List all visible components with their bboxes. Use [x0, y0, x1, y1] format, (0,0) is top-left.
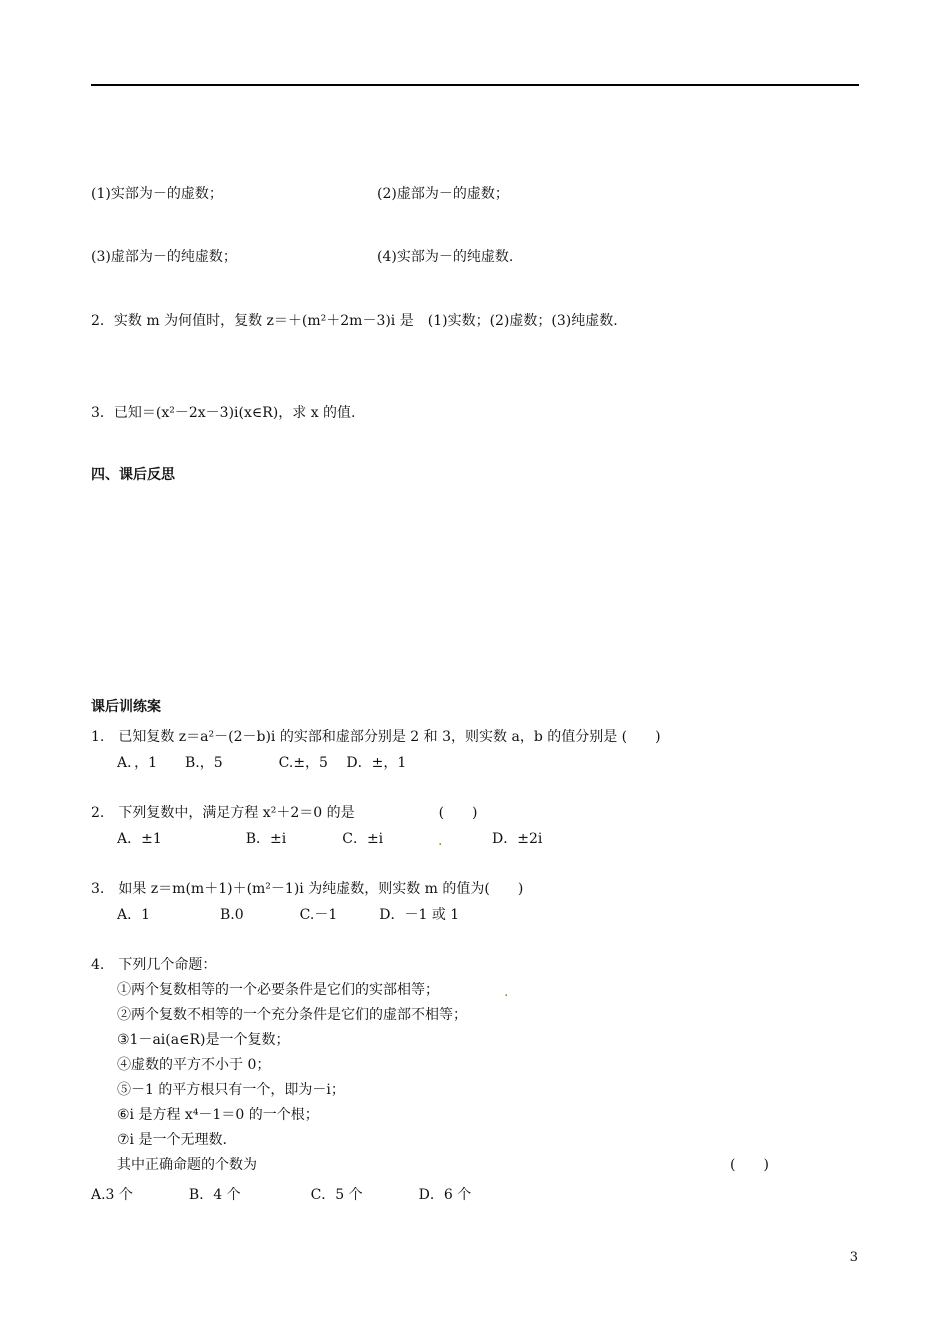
answer-paren: ( ) — [730, 1157, 769, 1173]
proposition-1: ①两个复数相等的一个必要条件是它们的实部相等； — [117, 982, 439, 998]
problem-3-options: A．1 B.0 C.－1 D．－1 或 1 — [117, 907, 460, 923]
proposition-4: ④虚数的平方不小于 0； — [117, 1057, 271, 1073]
problem-1-options: A．，1 B.，5 C.±，5 D．±，1 — [117, 755, 407, 771]
problem-2-options-b: D．±2i — [492, 831, 543, 847]
proposition-7: ⑦i 是一个无理数. — [117, 1132, 227, 1148]
question-3: 3．已知＝(x²－2x－3)i(x∈R)，求 x 的值. — [91, 405, 356, 421]
problem-2-stem: 2. 下列复数中，满足方程 x²＋2＝0 的是 ( ) — [91, 805, 478, 821]
sec1-q3: (3)虚部为－的纯虚数； — [91, 249, 237, 265]
proposition-3: ③1－ai(a∈R)是一个复数； — [117, 1032, 290, 1048]
proposition-5: ⑤－1 的平方根只有一个，即为－i； — [117, 1082, 345, 1098]
problem-4-stem: 4. 下列几个命题： — [91, 957, 217, 973]
problem-1-stem: 1. 已知复数 z＝a²－(2－b)i 的实部和虚部分别是 2 和 3，则实数 a，b 的值分别是 ( ) — [91, 729, 661, 745]
sec1-q1: (1)实部为－的虚数； — [91, 186, 223, 202]
training-title: 课后训练案 — [91, 699, 161, 715]
page-number: 3 — [849, 1250, 858, 1265]
problem-4-question: 其中正确命题的个数为 — [117, 1157, 257, 1173]
stray-dot: . — [504, 984, 509, 1000]
problem-3-stem: 3. 如果 z＝m(m＋1)＋(m²－1)i 为纯虚数，则实数 m 的值为( ) — [91, 881, 524, 897]
problem-2-options-a: A．±1 B．±i C．±i — [117, 831, 384, 847]
question-2: 2．实数 m 为何值时，复数 z＝＋(m²＋2m－3)i 是 (1)实数；(2)虚数；(3)纯虚数. — [91, 313, 618, 329]
sec1-q2: (2)虚部为－的虚数； — [377, 186, 509, 202]
stray-dot: . — [438, 833, 443, 849]
proposition-6: ⑥i 是方程 x⁴－1＝0 的一个根； — [117, 1107, 319, 1123]
sec1-q4: (4)实部为－的纯虚数. — [377, 249, 514, 265]
section-heading-reflection: 四、课后反思 — [91, 467, 175, 483]
proposition-2: ②两个复数不相等的一个充分条件是它们的虚部不相等； — [117, 1007, 467, 1023]
header-rule — [91, 84, 859, 86]
problem-4-options: A.3 个 B．4 个 C．5 个 D．6 个 — [91, 1187, 472, 1203]
